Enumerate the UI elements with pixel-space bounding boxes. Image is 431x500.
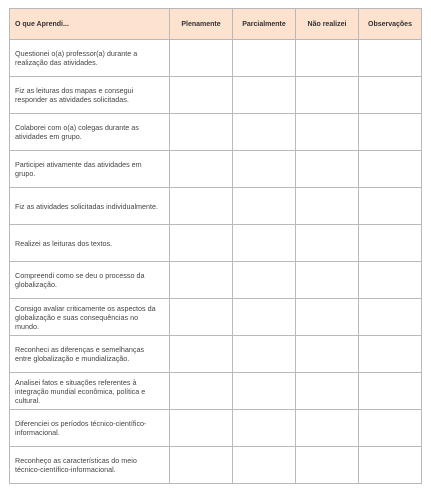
row-description: Realizei as leituras dos textos.	[10, 225, 170, 262]
self-assessment-sheet	[9, 8, 421, 492]
header-partially: Parcialmente	[233, 9, 296, 40]
table-row	[10, 114, 422, 151]
row-description: Compreendi como se deu o processo da globalização.	[10, 262, 170, 299]
not-done-cell[interactable]	[296, 188, 359, 225]
observations-cell[interactable]	[359, 77, 422, 114]
fully-cell[interactable]	[170, 262, 233, 299]
table-row	[10, 151, 422, 188]
fully-cell[interactable]	[170, 299, 233, 336]
observations-cell[interactable]	[359, 299, 422, 336]
row-description: Diferenciei os períodos técnico-científico-informacional.	[10, 410, 170, 447]
row-description: Reconheço as características do meio técnico-científico-informacional.	[10, 447, 170, 484]
partially-cell[interactable]	[233, 336, 296, 373]
observations-cell[interactable]	[359, 188, 422, 225]
observations-cell[interactable]	[359, 447, 422, 484]
table-row	[10, 188, 422, 225]
partially-cell[interactable]	[233, 77, 296, 114]
header-fully: Plenamente	[170, 9, 233, 40]
header-row	[10, 9, 422, 40]
observations-cell[interactable]	[359, 336, 422, 373]
fully-cell[interactable]	[170, 373, 233, 410]
not-done-cell[interactable]	[296, 410, 359, 447]
header-learned: O que Aprendi...	[10, 9, 170, 40]
not-done-cell[interactable]	[296, 225, 359, 262]
row-description: Analisei fatos e situações referentes à integração mundial econômica, política e cultural.	[10, 373, 170, 410]
not-done-cell[interactable]	[296, 299, 359, 336]
not-done-cell[interactable]	[296, 373, 359, 410]
not-done-cell[interactable]	[296, 262, 359, 299]
table-row	[10, 77, 422, 114]
fully-cell[interactable]	[170, 77, 233, 114]
row-description: Fiz as leituras dos mapas e consegui responder as atividades solicitadas.	[10, 77, 170, 114]
header-observations: Observações	[359, 9, 422, 40]
not-done-cell[interactable]	[296, 40, 359, 77]
row-description: Colaborei com o(a) colegas durante as atividades em grupo.	[10, 114, 170, 151]
fully-cell[interactable]	[170, 410, 233, 447]
fully-cell[interactable]	[170, 151, 233, 188]
partially-cell[interactable]	[233, 373, 296, 410]
table-row	[10, 40, 422, 77]
partially-cell[interactable]	[233, 299, 296, 336]
fully-cell[interactable]	[170, 40, 233, 77]
table-row	[10, 262, 422, 299]
table-row	[10, 410, 422, 447]
fully-cell[interactable]	[170, 114, 233, 151]
observations-cell[interactable]	[359, 114, 422, 151]
partially-cell[interactable]	[233, 188, 296, 225]
fully-cell[interactable]	[170, 336, 233, 373]
fully-cell[interactable]	[170, 225, 233, 262]
observations-cell[interactable]	[359, 410, 422, 447]
row-description: Consigo avaliar criticamente os aspectos da globalização e suas consequências no mundo.	[10, 299, 170, 336]
partially-cell[interactable]	[233, 151, 296, 188]
not-done-cell[interactable]	[296, 447, 359, 484]
fully-cell[interactable]	[170, 188, 233, 225]
not-done-cell[interactable]	[296, 77, 359, 114]
not-done-cell[interactable]	[296, 336, 359, 373]
partially-cell[interactable]	[233, 114, 296, 151]
table-row	[10, 336, 422, 373]
partially-cell[interactable]	[233, 262, 296, 299]
row-description: Reconheci as diferenças e semelhanças entre globalização e mundialização.	[10, 336, 170, 373]
row-description: Questionei o(a) professor(a) durante a realização das atividades.	[10, 40, 170, 77]
row-description: Fiz as atividades solicitadas individualmente.	[10, 188, 170, 225]
partially-cell[interactable]	[233, 225, 296, 262]
header-not-done: Não realizei	[296, 9, 359, 40]
observations-cell[interactable]	[359, 40, 422, 77]
not-done-cell[interactable]	[296, 114, 359, 151]
observations-cell[interactable]	[359, 225, 422, 262]
observations-cell[interactable]	[359, 262, 422, 299]
row-description: Participei ativamente das atividades em grupo.	[10, 151, 170, 188]
table-row	[10, 447, 422, 484]
observations-cell[interactable]	[359, 151, 422, 188]
partially-cell[interactable]	[233, 447, 296, 484]
table-row	[10, 225, 422, 262]
self-assessment-table	[9, 8, 422, 484]
table-row	[10, 299, 422, 336]
partially-cell[interactable]	[233, 410, 296, 447]
not-done-cell[interactable]	[296, 151, 359, 188]
table-row	[10, 373, 422, 410]
partially-cell[interactable]	[233, 40, 296, 77]
fully-cell[interactable]	[170, 447, 233, 484]
observations-cell[interactable]	[359, 373, 422, 410]
